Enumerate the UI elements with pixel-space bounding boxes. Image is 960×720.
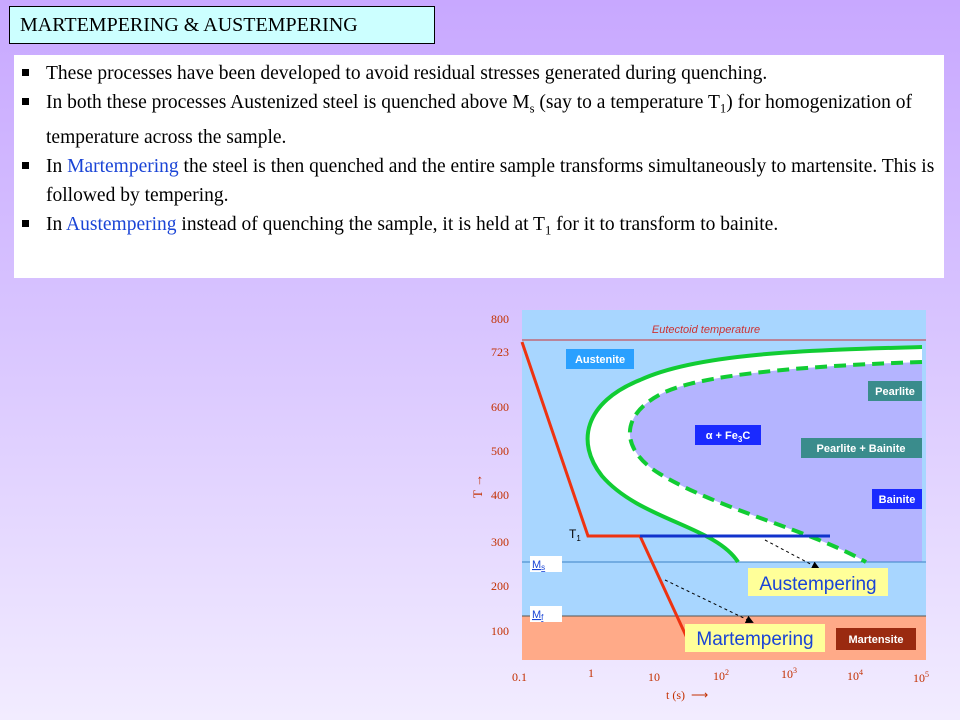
alpha-fe3c-label: $\alpha + Fe_3C$ bbox=[705, 430, 751, 444]
x-tick-label: $10^4$ bbox=[847, 668, 863, 683]
y-tick-label: 400 bbox=[491, 488, 509, 502]
martempering-callout: Martempering bbox=[696, 629, 814, 650]
bullet-text: In bbox=[46, 214, 67, 236]
subscript: 1 bbox=[719, 101, 727, 116]
x-tick-label: 10 bbox=[648, 670, 660, 684]
x-tick-label: $10^5$ bbox=[913, 670, 929, 685]
subscript: s bbox=[529, 101, 535, 116]
bullet-text: In both these processes Austenized steel is quenched above M bbox=[46, 92, 530, 113]
eutectoid-label: Eutectoid temperature bbox=[651, 324, 761, 336]
bullet-text: In bbox=[46, 156, 68, 178]
x-tick-label: 0.1 bbox=[512, 670, 527, 684]
pearlite-bainite-label: Pearlite + Bainite bbox=[816, 443, 906, 455]
bullet-text: ) for homogenization of temperature across the sample. bbox=[46, 92, 912, 149]
y-tick-label: 800 bbox=[491, 312, 509, 326]
y-tick-label: 500 bbox=[491, 444, 509, 458]
x-tick-label: $10^3$ bbox=[781, 666, 797, 681]
y-tick-label: 300 bbox=[491, 535, 509, 549]
slide-title: MARTEMPERING & AUSTEMPERING bbox=[9, 6, 435, 44]
y-tick-label: 200 bbox=[491, 579, 509, 593]
x-axis-title: t (s) ⟶ bbox=[666, 688, 709, 702]
y-tick-label: 100 bbox=[491, 624, 509, 638]
martensite-label: Martensite bbox=[848, 634, 904, 646]
t1-label: $T_1$ bbox=[569, 527, 581, 543]
y-tick-label: 723 bbox=[491, 345, 509, 359]
subscript: 1 bbox=[544, 223, 552, 238]
highlighted-term: Martempering bbox=[67, 156, 179, 178]
bullet-text: for it to transform to bainite. bbox=[551, 214, 779, 236]
x-tick-label: 1 bbox=[588, 666, 594, 680]
austempering-callout: Austempering bbox=[759, 574, 877, 595]
austenite-label: Austenite bbox=[574, 354, 626, 366]
y-tick-label: 600 bbox=[491, 400, 509, 414]
y-axis-arrow: → bbox=[470, 473, 486, 487]
bullet-text: the steel is then quenched and the entire sample transforms simultaneously to martensite. This is followed by tempering. bbox=[46, 156, 935, 207]
bullet-text: instead of quenching the sample, it is held at T bbox=[176, 214, 545, 236]
y-axis-label: T bbox=[470, 490, 486, 499]
highlighted-term: Austempering bbox=[66, 214, 177, 236]
bullet-text: These processes have been developed to avoid residual stresses generated during quenching. bbox=[46, 63, 768, 84]
bainite-label: Bainite bbox=[878, 494, 916, 506]
pearlite-label: Pearlite bbox=[875, 386, 915, 398]
x-tick-label: $10^2$ bbox=[713, 668, 729, 683]
mf-label: Mf bbox=[532, 609, 544, 622]
bullet-text: (say to a temperature T bbox=[534, 92, 720, 113]
ms-label: Ms bbox=[532, 559, 546, 572]
